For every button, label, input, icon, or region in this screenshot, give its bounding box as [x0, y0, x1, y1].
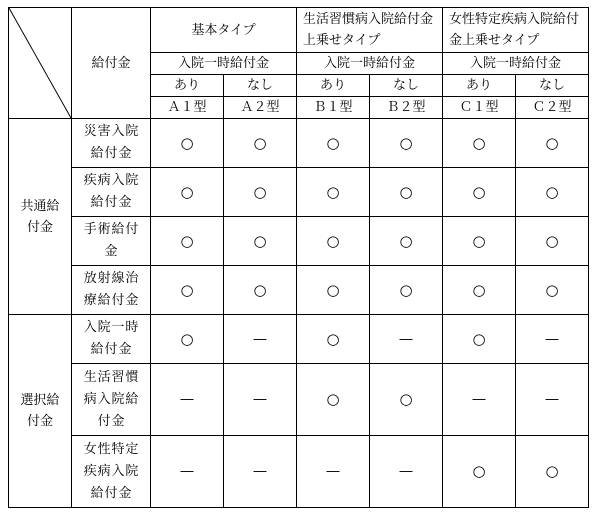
- type-label-b1: Ｂ１型: [297, 97, 370, 119]
- with-label-lifestyle: あり: [297, 75, 370, 97]
- table-row: [9, 266, 589, 315]
- without-label-female: なし: [516, 75, 589, 97]
- lump-sum-label-lifestyle: 入院一時給付金: [297, 53, 443, 75]
- coverage-mark: ○: [297, 217, 370, 266]
- plan-name-lifestyle: 生活習慣病入院給付金上乗せタイプ: [297, 8, 443, 53]
- coverage-mark: ○: [297, 119, 370, 168]
- benefit-item-label: 放射線治療給付金: [72, 266, 151, 315]
- plan-name-basic: 基本タイプ: [151, 8, 297, 53]
- coverage-mark: ○: [443, 168, 516, 217]
- coverage-mark: ○: [516, 168, 589, 217]
- benefit-item-label: 疾病入院給付金: [72, 168, 151, 217]
- with-label-female: あり: [443, 75, 516, 97]
- type-label-a1: Ａ１型: [151, 97, 224, 119]
- table-row: [9, 315, 589, 364]
- coverage-mark: ―: [224, 364, 297, 436]
- benefit-item-label: 生活習慣病入院給付金: [72, 364, 151, 436]
- coverage-mark: ―: [370, 436, 443, 508]
- plan-name-female: 女性特定疾病入院給付金上乗せタイプ: [443, 8, 589, 53]
- coverage-mark: ○: [443, 436, 516, 508]
- coverage-mark: ―: [516, 315, 589, 364]
- coverage-mark: ○: [151, 266, 224, 315]
- coverage-mark: ―: [151, 364, 224, 436]
- benefit-item-label: 入院一時給付金: [72, 315, 151, 364]
- coverage-mark: ―: [297, 436, 370, 508]
- lump-sum-label-female: 入院一時給付金: [443, 53, 589, 75]
- group-label-common: 共通給付金: [9, 119, 72, 315]
- coverage-mark: ―: [224, 436, 297, 508]
- coverage-mark: ○: [151, 119, 224, 168]
- coverage-mark: ○: [297, 266, 370, 315]
- diagonal-line: [9, 8, 71, 118]
- with-label-basic: あり: [151, 75, 224, 97]
- coverage-mark: ○: [370, 266, 443, 315]
- type-label-c2: Ｃ２型: [516, 97, 589, 119]
- lump-sum-label-basic: 入院一時給付金: [151, 53, 297, 75]
- coverage-mark: ○: [297, 168, 370, 217]
- coverage-mark: ○: [516, 119, 589, 168]
- without-label-basic: なし: [224, 75, 297, 97]
- coverage-mark: ○: [370, 168, 443, 217]
- corner-diagonal-cell: [9, 8, 72, 119]
- coverage-mark: ○: [151, 315, 224, 364]
- coverage-mark: ○: [370, 119, 443, 168]
- type-label-b2: Ｂ２型: [370, 97, 443, 119]
- coverage-mark: ―: [370, 315, 443, 364]
- coverage-mark: ○: [297, 364, 370, 436]
- coverage-mark: ○: [443, 315, 516, 364]
- type-label-c1: Ｃ１型: [443, 97, 516, 119]
- coverage-mark: ○: [443, 217, 516, 266]
- group-label-optional: 選択給付金: [9, 315, 72, 508]
- coverage-mark: ○: [516, 266, 589, 315]
- coverage-mark: ―: [516, 364, 589, 436]
- benefit-item-label: 女性特定疾病入院給付金: [72, 436, 151, 508]
- coverage-mark: ○: [224, 168, 297, 217]
- coverage-mark: ○: [443, 266, 516, 315]
- benefit-types-table: [8, 7, 589, 508]
- coverage-mark: ○: [297, 315, 370, 364]
- coverage-mark: ―: [151, 436, 224, 508]
- coverage-mark: ○: [151, 217, 224, 266]
- coverage-mark: ○: [224, 119, 297, 168]
- type-label-a2: Ａ２型: [224, 97, 297, 119]
- coverage-mark: ○: [516, 217, 589, 266]
- coverage-mark: ○: [151, 168, 224, 217]
- coverage-mark: ○: [443, 119, 516, 168]
- benefit-item-label: 手術給付金: [72, 217, 151, 266]
- benefit-item-label: 災害入院給付金: [72, 119, 151, 168]
- table-row: [9, 217, 589, 266]
- table-row: [9, 364, 589, 436]
- table-row: [9, 436, 589, 508]
- coverage-mark: ―: [443, 364, 516, 436]
- coverage-mark: ○: [224, 266, 297, 315]
- table-row: [9, 119, 589, 168]
- coverage-mark: ○: [224, 217, 297, 266]
- without-label-lifestyle: なし: [370, 75, 443, 97]
- coverage-mark: ○: [516, 436, 589, 508]
- coverage-mark: ―: [224, 315, 297, 364]
- coverage-mark: ○: [370, 217, 443, 266]
- coverage-mark: ○: [370, 364, 443, 436]
- table-row: [9, 168, 589, 217]
- benefit-header-label: 給付金: [72, 8, 151, 119]
